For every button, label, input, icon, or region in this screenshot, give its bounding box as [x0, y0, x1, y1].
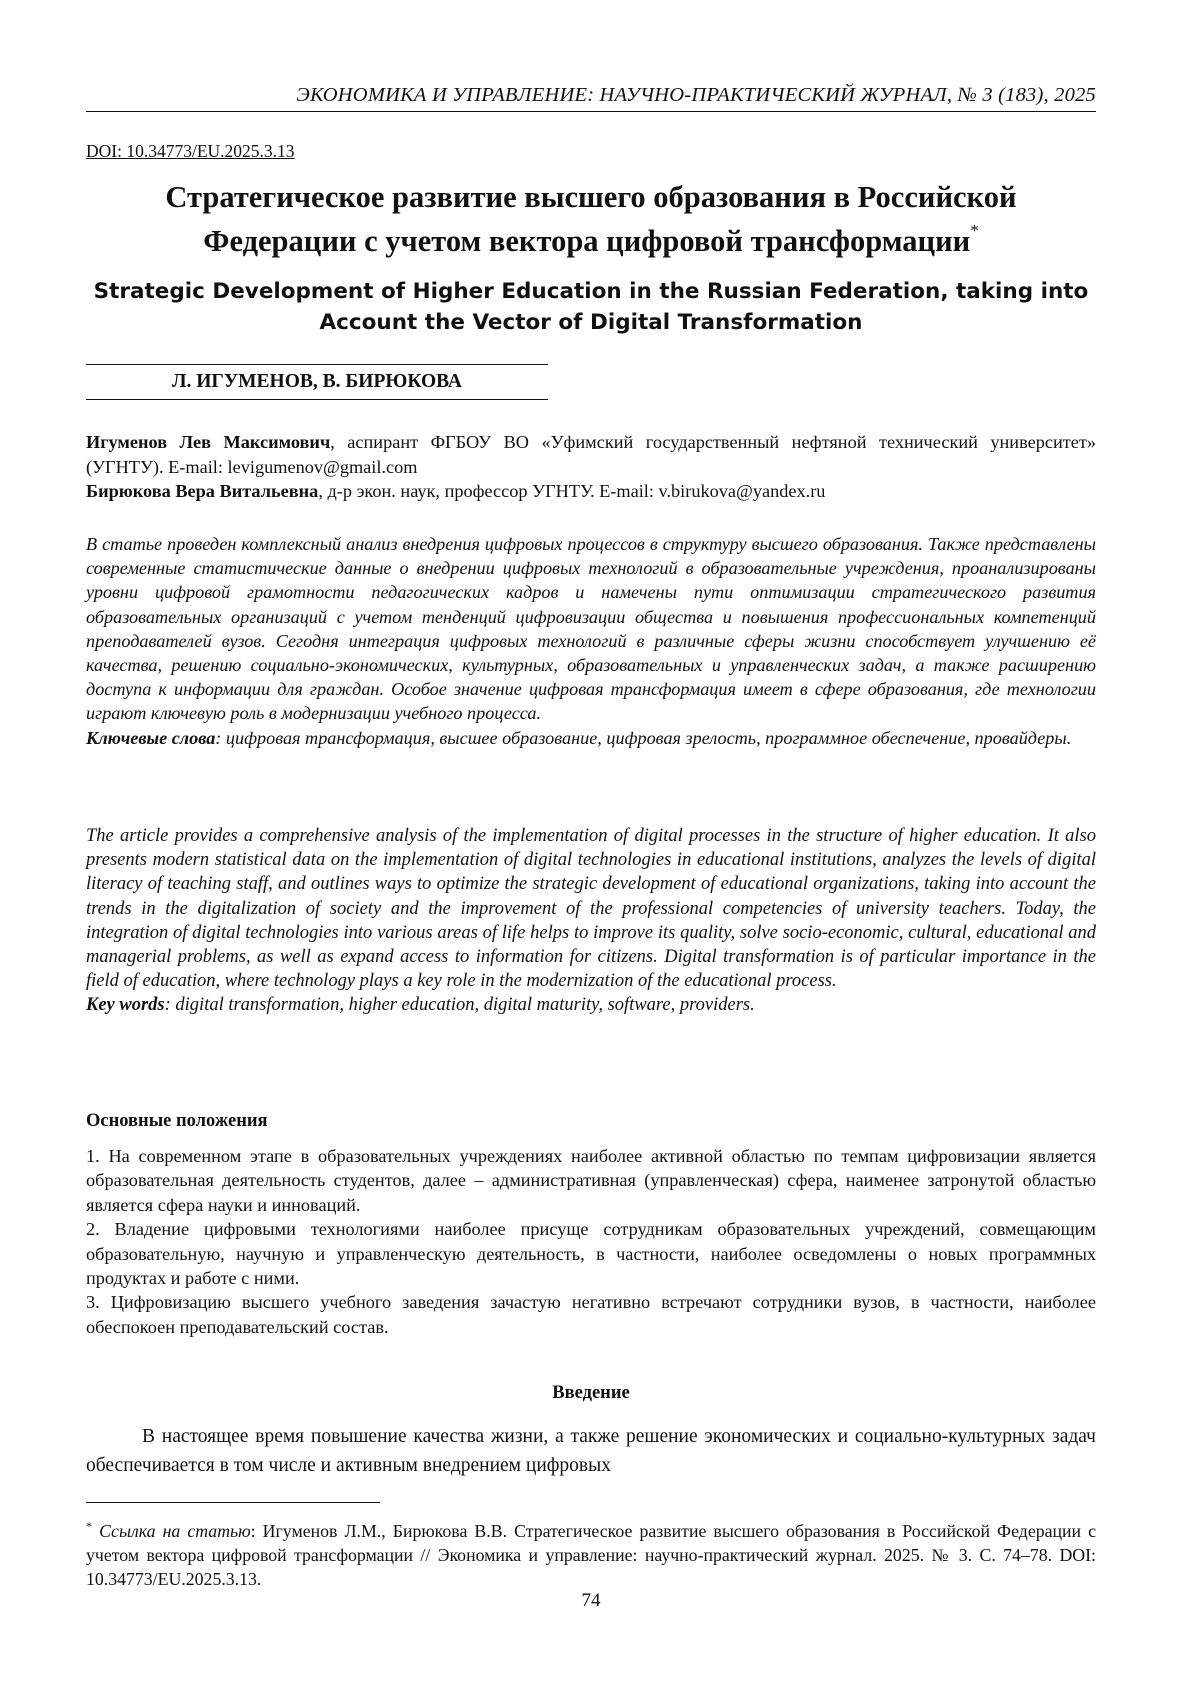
citation-footnote — [86, 1514, 1096, 1592]
abstract-ru-text: В статье проведен комплексный анализ внедрения цифровых процессов в структуру высшего образования. Также представлены современные статистические данные о внедрении цифровых технологий в образовательные учреждения, проанализированы уровни цифровой грамотности педагогических кадров и намечены пути оптимизации стратегического развития образовательных организаций с учетом тенденций цифровизации общества и повышения профессиональных компетенций преподавателей вузов. Сегодня интеграция цифровых технологий в различные сферы жизни способствует улучшению её качества, решению социально-экономических, культурных, образовательных и управленческих задач, а также расширению доступа к информации для граждан. Особое значение цифровая трансформация имеет в сфере образования, где технологии играют ключевую роль в модернизации учебного процесса. — [86, 532, 1096, 726]
article-title-ru — [86, 178, 1096, 260]
main-points-list — [86, 1144, 1096, 1339]
author-name: Бирюкова Вера Витальевна — [86, 481, 318, 501]
keywords-ru-label: Ключевые слова — [86, 728, 215, 748]
title-ru-text: Стратегическое развитие высшего образования в Российской Федерации с учетом вектора цифровой трансформации — [165, 180, 1016, 258]
footnote-rule — [86, 1502, 380, 1503]
author-details: , аспирант ФГБОУ ВО «Уфимский государственный нефтяной технический университет» (УГНТУ). E-mail: levigumenov@gmail.com — [86, 432, 1096, 477]
footnote-mark: * — [86, 1519, 92, 1533]
keywords-ru-text: : цифровая трансформация, высшее образование, цифровая зрелость, программное обеспечение, провайдеры. — [215, 728, 1071, 748]
page-number: 74 — [86, 1590, 1096, 1612]
authors-top-rule — [86, 364, 548, 365]
doi-link[interactable]: DOI: 10.34773/EU.2025.3.13 — [86, 141, 295, 162]
author-affiliations — [86, 430, 1096, 504]
article-title-en: Strategic Development of Higher Education in the Russian Federation, taking into Account the Vector of Digital Transformation — [86, 276, 1096, 338]
keywords-en-text: : digital transformation, higher education, digital maturity, software, providers. — [165, 995, 755, 1015]
abstract-en — [86, 824, 1096, 1018]
title-footnote-mark[interactable]: * — [970, 221, 979, 240]
affiliation-2 — [86, 479, 1096, 504]
introduction-paragraph: В настоящее время повышение качества жизни, а также решение экономических и социально-культурных задач обеспечивается в том числе и активным внедрением цифровых — [86, 1422, 1096, 1480]
main-point-item: 1. На современном этапе в образовательных учреждениях наиболее активной областью по темпам цифровизации является образовательная деятельность студентов, далее – административная (управленческая) сфера, наименее затронутой областью является сфера науки и инноваций. — [86, 1144, 1096, 1217]
keywords-en — [86, 993, 1096, 1017]
authors-line: Л. ИГУМЕНОВ, В. БИРЮКОВА — [86, 371, 548, 400]
footnote-label: Ссылка на статью — [99, 1521, 251, 1541]
affiliation-1 — [86, 430, 1096, 479]
author-name: Игуменов Лев Максимович — [86, 432, 330, 452]
main-point-item: 3. Цифровизацию высшего учебного заведения зачастую негативно встречают сотрудники вузов, в частности, наиболее обеспокоен преподавательский состав. — [86, 1290, 1096, 1339]
author-details: , д-р экон. наук, профессор УГНТУ. E-mail: v.birukova@yandex.ru — [318, 481, 825, 501]
main-points-heading: Основные положения — [86, 1111, 268, 1132]
footnote-text: : Игуменов Л.М., Бирюкова В.В. Стратегическое развитие высшего образования в Российской Федерации с учетом вектора цифровой трансформации // Экономика и управление: научно-практический журнал. 2025. № 3. С. 74–78. DOI: 10.34773/EU.2025.3.13. — [86, 1521, 1096, 1589]
main-point-item: 2. Владение цифровыми технологиями наиболее присуще сотрудникам образовательных учреждений, совмещающим образовательную, научную и управленческую деятельность, в частности, наиболее осведомлены о новых программных продуктах и работе с ними. — [86, 1217, 1096, 1290]
keywords-en-label: Key words — [86, 995, 165, 1015]
keywords-ru — [86, 726, 1096, 750]
running-head: ЭКОНОМИКА И УПРАВЛЕНИЕ: НАУЧНО-ПРАКТИЧЕСКИЙ ЖУРНАЛ, № 3 (183), 2025 — [86, 84, 1096, 112]
introduction-body — [86, 1422, 1096, 1480]
introduction-heading: Введение — [86, 1383, 1096, 1404]
abstract-en-text: The article provides a comprehensive analysis of the implementation of digital processes in the structure of higher education. It also presents modern statistical data on the implementation of digital technologies in educational institutions, analyzes the levels of digital literacy of teaching staff, and outlines ways to optimize the strategic development of educational organizations, taking into account the trends in the digitalization of society and the improvement of the professional competencies of university teachers. Today, the integration of digital technologies into various areas of life helps to improve its quality, solve socio-economic, cultural, educational and managerial problems, as well as expand access to information for citizens. Digital transformation is of particular importance in the field of education, where technology plays a key role in the modernization of the educational process. — [86, 824, 1096, 993]
abstract-ru — [86, 532, 1096, 750]
